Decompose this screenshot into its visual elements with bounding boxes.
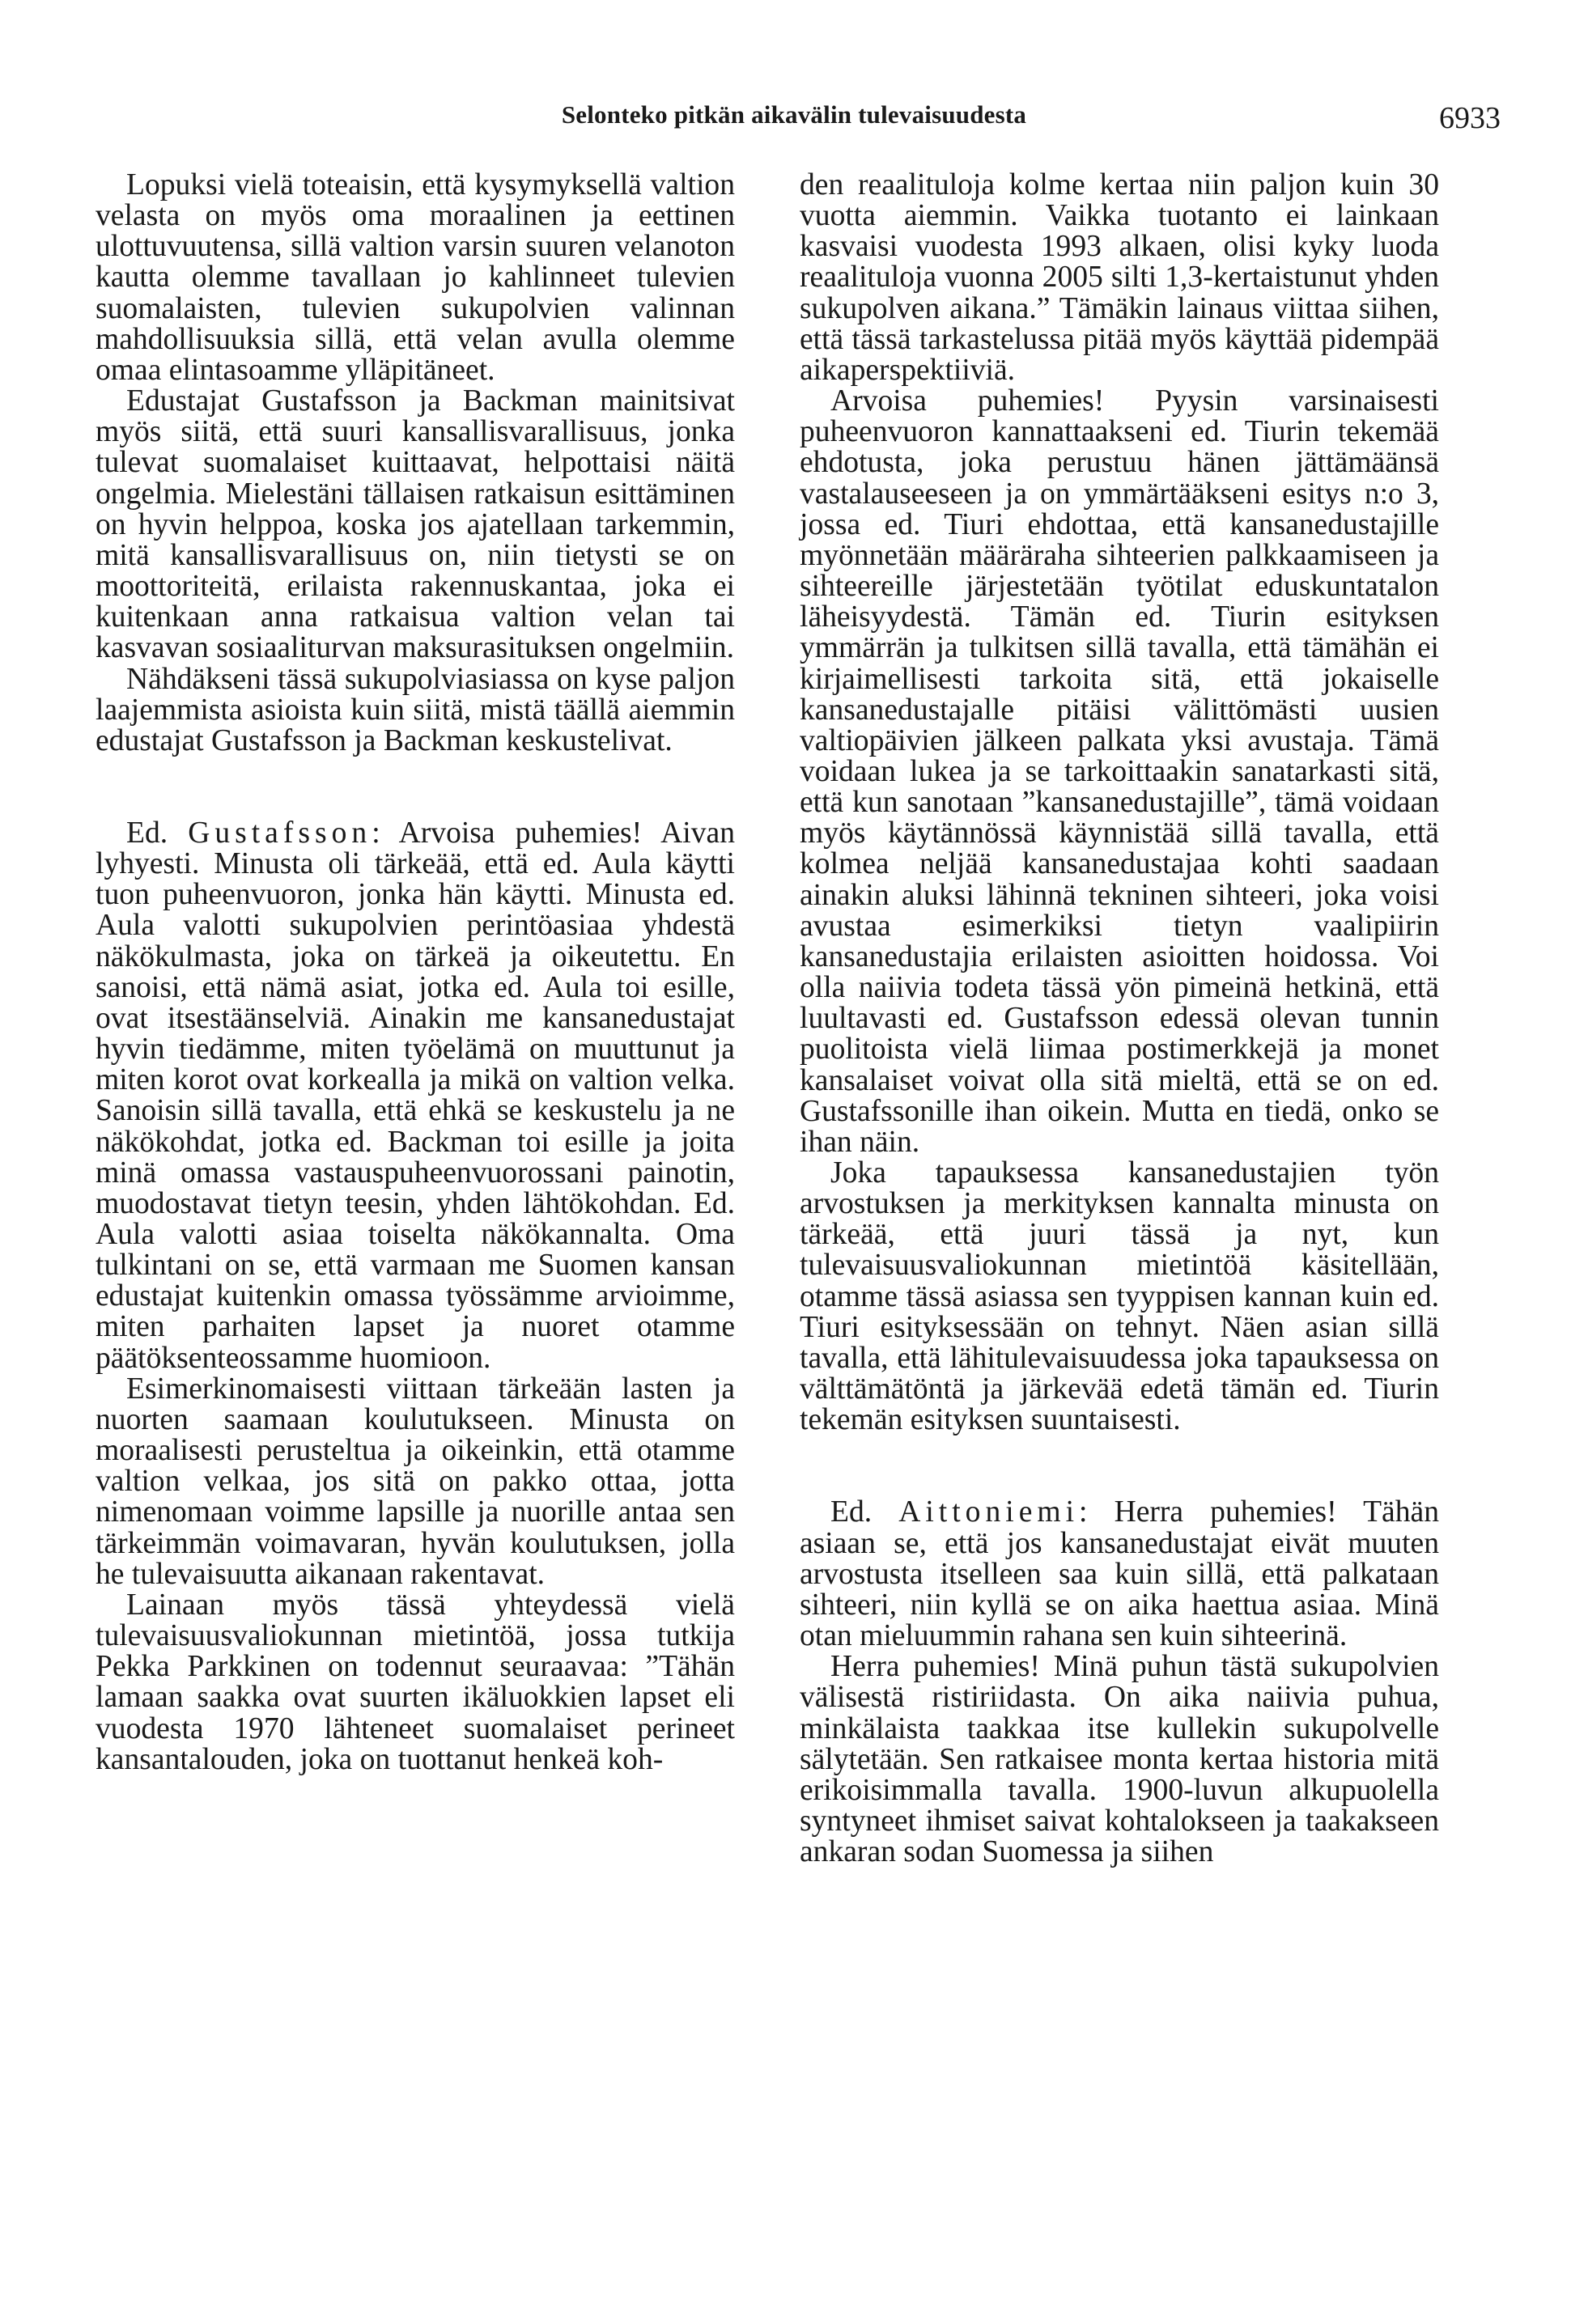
speaker-prefix: Ed. (830, 1495, 899, 1529)
speech-aittoniemi (800, 1497, 1439, 1652)
speaker-prefix: Ed. (126, 816, 189, 850)
paragraph: Esimerkinomaisesti viittaan tärkeään lasten ja nuorten saamaan koulutukseen. Minusta on moraalisesti perusteltua ja oikeinkin, että otamme valtion velkaa, jos sitä on pakko ottaa, jotta nimenomaan voimme lapsille ja nuorille antaa sen tärkeimmän voimavaran, hyvän koulutuksen, jolla he tulevaisuutta aikanaan rakentavat. (96, 1372, 735, 1591)
speaker-name: Aittoniemi (898, 1495, 1080, 1529)
left-column (96, 170, 735, 1775)
paragraph: Herra puhemies! Minä puhun tästä sukupolvien välisestä ristiriidasta. On aika naiivia puhua, minkälaista taakkaa itse kullekin sukupolvelle sälytetään. Sen ratkaisee monta kertaa historia mitä erikoisimmalla tavalla. 1900-luvun alkupuolella syntyneet ihmiset saivat kohtalokseen ja taakakseen ankaran sodan Suomessa ja siihen (800, 1650, 1439, 1869)
speech-text: Herra puhemies! Tähän asiaan se, että jos kansanedustajat eivät muuten arvostusta itselleen saa kuin sillä, että palkataan sihteeri, niin kyllä se on aika haettua asiaa. Minä otan mieluummin rahana sen kuin sihteerinä. (800, 1495, 1439, 1653)
paragraph: Nähdäkseni tässä sukupolviasiassa on kyse paljon laajemmista asioista kuin siitä, mistä täällä aiemmin edustajat Gustafsson ja Backman keskustelivat. (96, 662, 735, 757)
right-column (800, 170, 1439, 1868)
running-title: Selonteko pitkän aikavälin tulevaisuudesta (561, 100, 1027, 129)
speech-gustafsson (96, 818, 735, 1374)
speech-text: Arvoisa puhemies! Aivan lyhyesti. Minusta oli tärkeää, että ed. Aula käytti tuon puheenvuoron, jonka hän käytti. Minusta ed. Aula valotti sukupolvien perintöasiaa yhdestä näkökulmasta, joka on tärkeä ja oikeutettu. En sanoisi, että nämä asiat, jotka ed. Aula toi esille, ovat itsestäänselviä. Ainakin me kansanedustajat hyvin tiedämme, miten työelämä on muuttunut ja miten korot ovat korkealla ja mikä on valtion velka. Sanoisin sillä tavalla, että ehkä se keskustelu ja ne näkökohdat, jotka ed. Backman toi esille ja joita minä omassa vastauspuheenvuorossani painotin, muodostavat tietyn teesin, yhden lähtökohdan. Ed. Aula valotti asiaa toiselta näkökannalta. Oma tulkintani on se, että varmaan me Suomen kansan edustajat kuitenkin omassa työssämme arvioimme, miten parhaiten lapset ja nuoret otamme päätöksenteossamme huomioon. (96, 816, 735, 1375)
paragraph: Edustajat Gustafsson ja Backman mainitsivat myös siitä, että suuri kansallisvarallisuus, jonka tulevat suomalaiset kuittaavat, helpottaisi näitä ongelmia. Mielestäni tällaisen ratkaisun esittäminen on hyvin helppoa, koska jos ajatellaan tarkemmin, mitä kansallisvarallisuus on, niin tietysti se on moottoriteitä, erilaista rakennuskantaa, joka ei kuitenkaan anna ratkaisua valtion velan tai kasvavan sosiaaliturvan maksurasituksen ongelmiin. (96, 384, 735, 665)
page-number: 6933 (1439, 101, 1501, 135)
paragraph: Lainaan myös tässä yhteydessä vielä tulevaisuusvaliokunnan mietintöä, jossa tutkija Pekka Parkkinen on todennut seuraavaa: ”Tähän lamaan saakka ovat suurten ikäluokkien lapset eli vuodesta 1970 lähteneet suomalaiset perineet kansantalouden, joka on tuottanut henkeä koh- (96, 1588, 735, 1776)
paragraph: den reaalituloja kolme kertaa niin paljon kuin 30 vuotta aiemmin. Vaikka tuotanto ei lainkaan kasvaisi vuodesta 1993 alkaen, olisi kyky luoda reaalituloja vuonna 2005 silti 1,3-kertaistunut yhden sukupolven aikana.” Tämäkin lainaus viittaa siihen, että tässä tarkastelussa pitää myös käyttää pidempää aikaperspektiiviä. (800, 168, 1439, 387)
speaker-colon: : (1079, 1495, 1115, 1529)
page-header (0, 91, 1588, 139)
paragraph: Lopuksi vielä toteaisin, että kysymyksellä valtion velasta on myös oma moraalinen ja eettinen ulottuvuutensa, sillä valtion varsin suuren velanoton kautta olemme tavallaan jo kahlinneet tulevien suomalaisten, tulevien sukupolvien valinnan mahdollisuuksia sillä, että velan avulla olemme omaa elintasoamme ylläpitäneet. (96, 168, 735, 387)
speaker-colon: : (372, 816, 399, 850)
speaker-name: Gustafsson (188, 816, 372, 850)
paragraph: Joka tapauksessa kansanedustajien työn arvostuksen ja merkityksen kannalta minusta on tärkeää, että juuri tässä ja nyt, kun tulevaisuusvaliokunnan mietintöä käsitellään, otamme tässä asiassa sen tyyppisen kannan kuin ed. Tiuri esityksessään on tehnyt. Näen asian sillä tavalla, että lähitulevaisuudessa joka tapauksessa on välttämätöntä ja järkevää edetä tämän ed. Tiurin tekemän esityksen suuntaisesti. (800, 1156, 1439, 1437)
paragraph: Arvoisa puhemies! Pyysin varsinaisesti puheenvuoron kannattaakseni ed. Tiurin tekemää ehdotusta, joka perustuu hänen jättämäänsä vastalauseeseen ja on ymmärtääkseni esitys n:o 3, jossa ed. Tiuri ehdottaa, että kansanedustajille myönnetään määräraha sihteerien palkkaamiseen ja sihteereille järjestetään työtilat eduskuntatalon läheisyydestä. Tämän ed. Tiurin esityksen ymmärrän ja tulkitsen sillä tavalla, että tämähän ei kirjaimellisesti tarkoita sitä, että jokaiselle kansanedustajalle pitäisi välittömästi uusien valtiopäivien jälkeen palkata yksi avustaja. Tämä voidaan lukea ja se tarkoittaakin sanatarkasti sitä, että kun sanotaan ”kansanedustajille”, tämä voidaan myös käytännössä käynnistää sillä tavalla, että kolmea neljää kansanedustajaa kohti saadaan ainakin aluksi lähinnä tekninen sihteeri, joka voisi avustaa esimerkiksi tietyn vaalipiirin kansanedustajia erilaisten asioitten hoidossa. Voi olla naiivia todeta tässä yön pimeinä hetkinä, että luultavasti ed. Gustafsson edessä olevan tunnin puolitoista vielä liimaa postimerkkejä ja monet kansalaiset voivat olla sitä mieltä, että se on ed. Gustafssonille ihan oikein. Mutta en tiedä, onko se ihan näin. (800, 384, 1439, 1159)
